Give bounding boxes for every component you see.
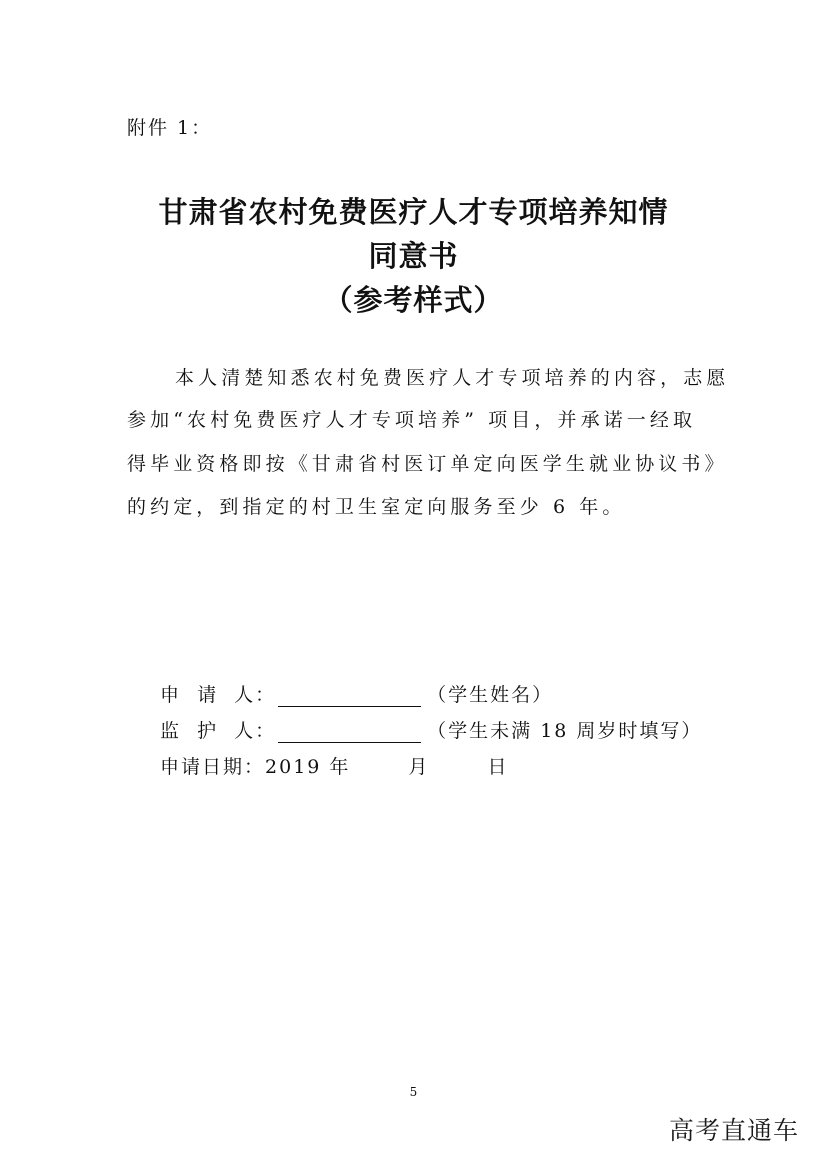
applicant-name-field[interactable] — [278, 684, 421, 707]
document-title-line-1: 甘肃省农村免费医疗人才专项培养知情 — [158, 195, 669, 229]
page-number: 5 — [409, 1085, 418, 1099]
guardian-name-field[interactable] — [278, 720, 421, 743]
applicant-row — [160, 680, 553, 707]
document-title-line-2: 同意书 — [368, 239, 459, 273]
attachment-label: 附件 1： — [127, 117, 213, 139]
date-day-label: 日 — [487, 756, 509, 778]
guardian-label: 监 护 人： — [160, 720, 277, 742]
date-label: 申请日期： — [160, 756, 266, 778]
date-row — [160, 752, 508, 779]
body-paragraph-line: 本人清楚知悉农村免费医疗人才专项培养的内容，志愿 — [175, 367, 730, 389]
body-paragraph-line: 得毕业资格即按《甘肃省村医订单定向医学生就业协议书》 — [127, 453, 728, 475]
document-subtitle: （参考样式） — [323, 283, 504, 317]
watermark: 高考直通车 — [668, 1116, 799, 1145]
guardian-hint: （学生未满 18 周岁时填写） — [427, 720, 703, 742]
date-year: 2019 年 — [265, 756, 351, 778]
body-paragraph-line: 的约定，到指定的村卫生室定向服务至少 6 年。 — [127, 496, 626, 518]
applicant-hint: （学生姓名） — [427, 684, 554, 706]
body-paragraph-line: 参加“农村免费医疗人才专项培养” 项目，并承诺一经取 — [127, 409, 697, 431]
guardian-row — [160, 716, 702, 743]
date-month-label: 月 — [408, 756, 430, 778]
applicant-label: 申 请 人： — [160, 684, 277, 706]
